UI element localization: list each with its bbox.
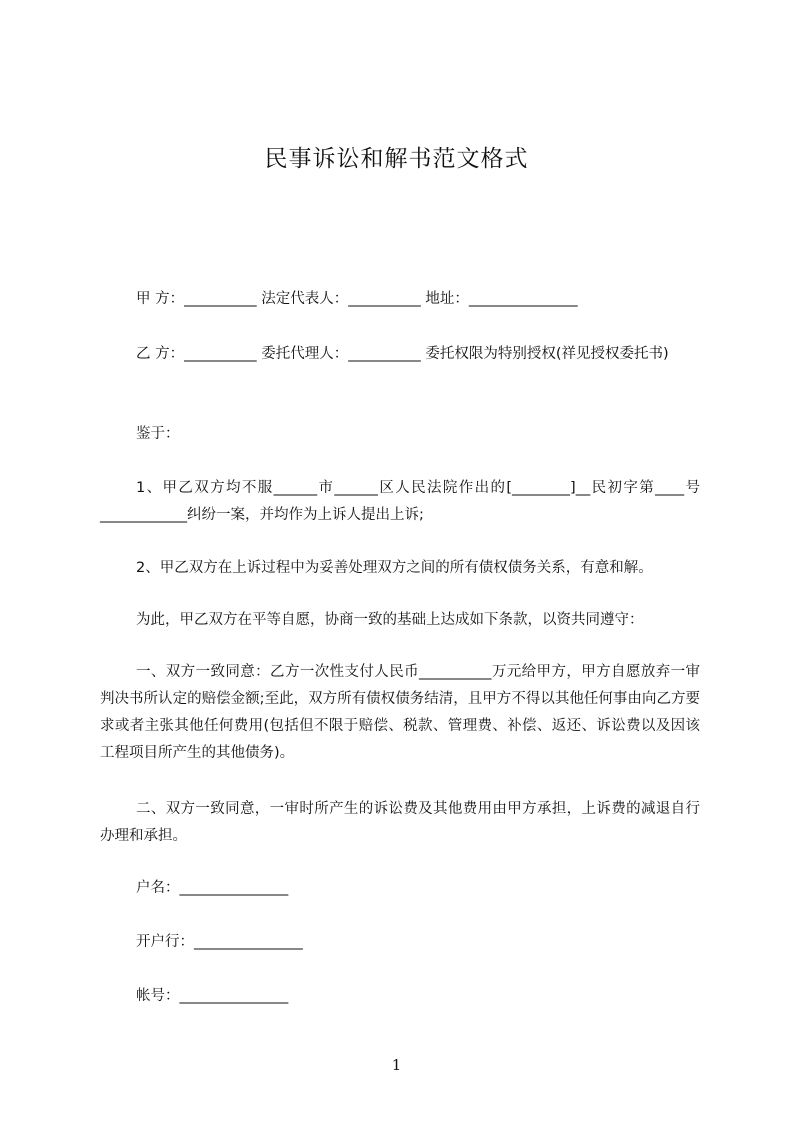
account-name-field: 户名：_______________ bbox=[136, 880, 289, 896]
party-b-line: 乙 方：__________ 委托代理人：__________ 委托权限为特别授权(祥见授权委托书) bbox=[136, 346, 669, 362]
agreement-intro: 为此，甲乙双方在平等自愿，协商一致的基础上达成如下条款，以资共同遵守： bbox=[136, 612, 644, 628]
clause-1: 一、双方一致同意：乙方一次性支付人民币__________万元给甲方，甲方自愿放弃一审判决书所认定的赔偿金额;至此，双方所有债权债务结清，且甲方不得以其他任何事由向乙方要求或者主张其他任何费用(包括但不限于赔偿、税款、管理费、补偿、返还、诉讼费以及因该工程项目所产生的其他债务)。 bbox=[100, 664, 700, 761]
party-a-line: 甲 方：__________ 法定代表人：__________ 地址：_______________ bbox=[136, 291, 578, 307]
recital-2: 2、甲乙双方在上诉过程中为妥善处理双方之间的所有债权债务关系，有意和解。 bbox=[136, 560, 653, 576]
account-number-field: 帐号：_______________ bbox=[136, 988, 289, 1004]
recital-1: 1、甲乙双方均不服______市______区人民法院作出的[________]__民初字第____号____________纠纷一案，并均作为上诉人提出上诉; bbox=[100, 480, 700, 523]
bank-field: 开户行：_______________ bbox=[136, 934, 303, 950]
page-number: 1 bbox=[391, 1056, 402, 1074]
document-title: 民事诉讼和解书范文格式 bbox=[264, 146, 529, 172]
clause-2: 二、双方一致同意，一审时所产生的诉讼费及其他费用由甲方承担，上诉费的减退自行办理和承担。 bbox=[100, 801, 700, 844]
whereas-heading: 鉴于： bbox=[136, 426, 180, 442]
